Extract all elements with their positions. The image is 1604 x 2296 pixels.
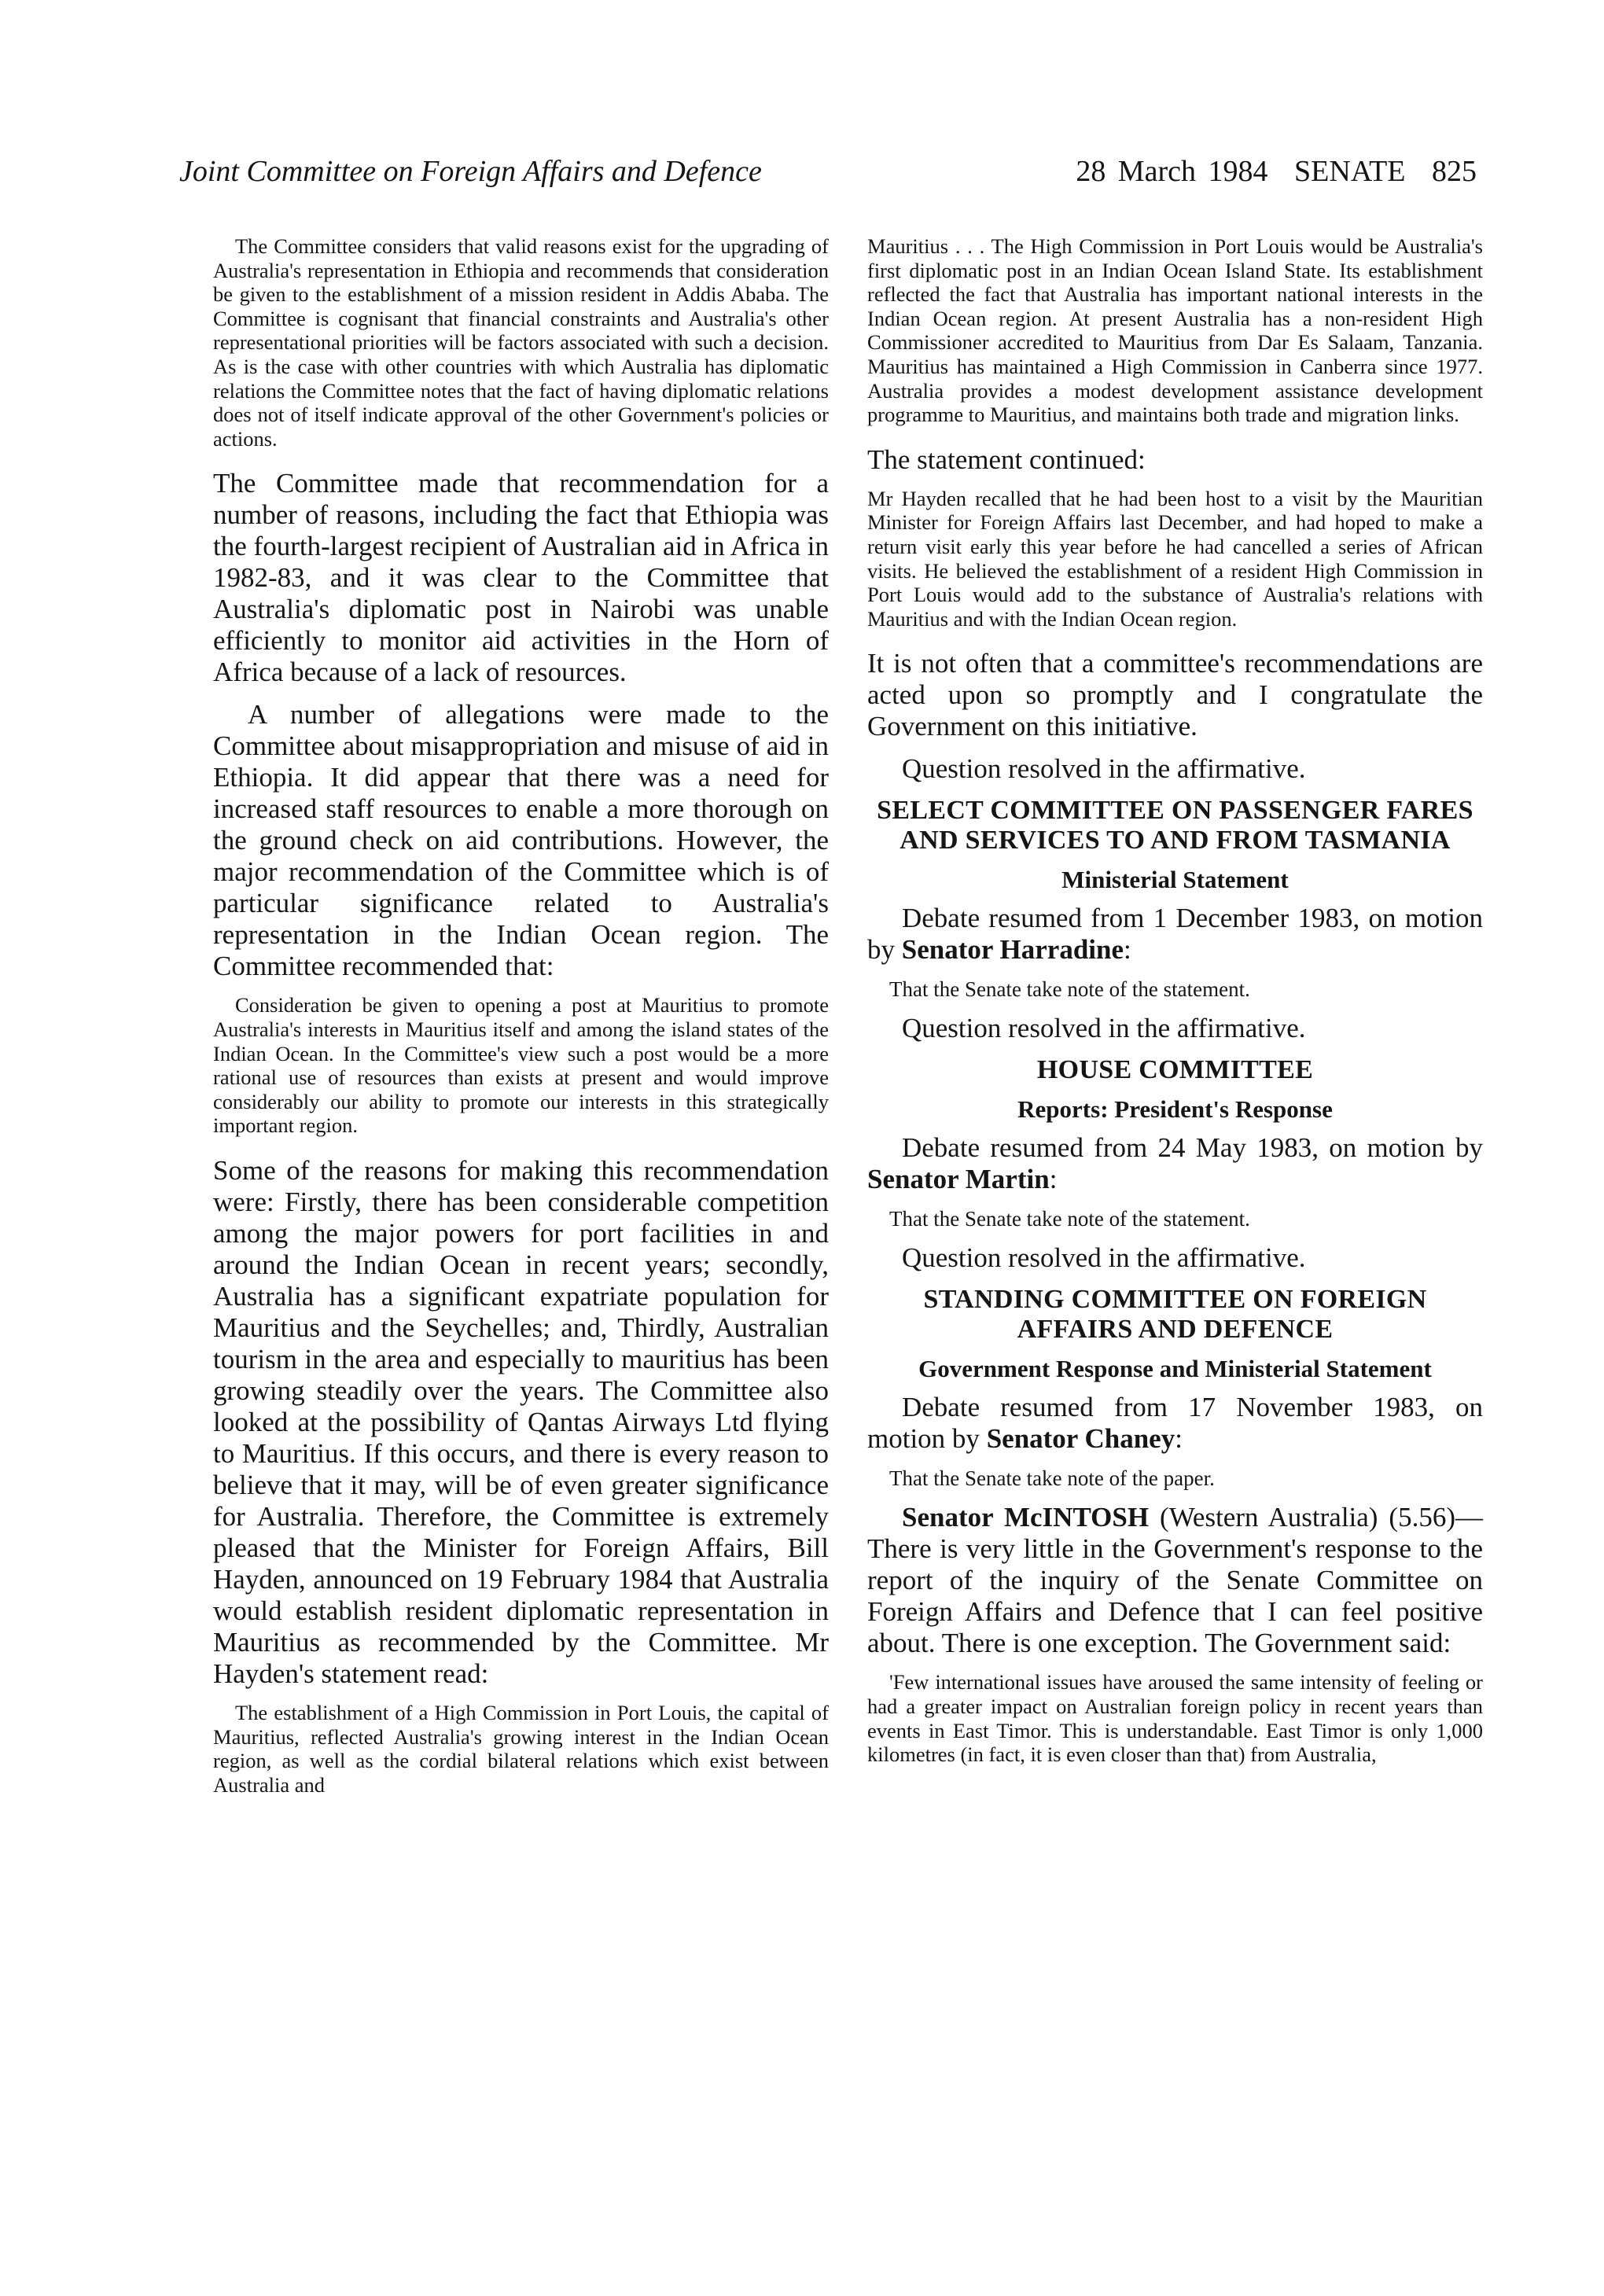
block-quote-mauritius-post: Consideration be given to opening a post at Mauritius to promote Australia's interests in Mauritius itself and among the island states of the Indian Ocean. In the Committee's view such a post would be a more rational use of resources than exists at present and would improve considerably our ability to promote our interests in this strategically important region. <box>213 993 829 1138</box>
debate-resumed <box>867 1392 1483 1455</box>
page-number: 825 <box>1432 155 1477 188</box>
question-resolved: Question resolved in the affirmative. <box>902 1013 1306 1044</box>
section-standing-committee <box>867 1285 1483 1766</box>
running-head-right <box>1076 154 1477 189</box>
paragraph-reasons-list: Some of the reasons for making this recommendation were: Firstly, there has been considerable competition among the major powers for port facilities in and around the Indian Ocean in recent years; secondly, Australia has a significant expatriate population for Mauritius and the Seychelles; and, Thirdly, Australian tourism in the area and especially to mauritius has been growing steadily over the years. The Committee also looked at the possibility of Qantas Airways Ltd flying to Mauritius. If this occurs, and there is every reason to believe that it may, will be of even greater significance for Australia. Therefore, the Committee is extremely pleased that the Minister for Foreign Affairs, Bill Hayden, announced on 19 February 1984 that Australia would establish resident diplomatic representation in Mauritius as recommended by the Committee. Mr Hayden's statement read: <box>213 1154 829 1689</box>
section-select-committee <box>867 796 1483 1044</box>
block-quote-hayden-statement: The establishment of a High Commission in Port Louis, the capital of Mauritius, reflected Australia's growing interest in the Indian Ocean region, as well as the cordial bilateral relations which exist between Australia and <box>213 1700 829 1797</box>
block-quote-hayden-recall: Mr Hayden recalled that he had been host to a visit by the Mauritian Minister for Foreign Affairs last December, and had hoped to make a return visit early this year before he had cancelled a series of African visits. He believed the establishment of a resident High Commission in Port Louis would add to the substance of Australia's relations with Mauritius and with the Indian Ocean region. <box>867 486 1483 631</box>
debate-resumed <box>867 1132 1483 1195</box>
section-house-committee <box>867 1055 1483 1274</box>
header-chamber: SENATE <box>1294 155 1406 188</box>
motion-text: That the Senate take note of the paper. <box>889 1466 1215 1491</box>
section-subheading: Ministerial Statement <box>1061 866 1289 894</box>
senator-name: Senator Martin <box>867 1164 1050 1195</box>
debate-resumed <box>867 903 1483 966</box>
section-subheading: Reports: President's Response <box>1017 1095 1333 1124</box>
paragraph-allegations: A number of allegations were made to the Committee about misappropriation and misuse of aid in Ethiopia. It did appear that there was a need for increased staff resources to enable a more thorough on the ground check on aid contributions. However, the major recommendation of the Committee which is of particular significance related to Australia's representation in the Indian Ocean region. The Committee recommended that: <box>213 699 829 982</box>
speech-text: (Western Australia) (5.56)—There is very little in the Government's response to the report of the inquiry of the Senate Committee on Foreign Affairs and Defence that I can feel positive about. There is one exception. The Government said: <box>867 1502 1483 1659</box>
question-resolved-1: Question resolved in the affirmative. <box>902 753 1306 785</box>
section-heading: STANDING COMMITTEE ON FOREIGN AFFAIRS AND DEFENCE <box>923 1285 1427 1345</box>
header-date: 28 March 1984 <box>1076 155 1268 188</box>
statement-continued-line: The statement continued: <box>867 443 1146 475</box>
senator-name: Senator Harradine <box>901 934 1124 966</box>
paragraph-recommendation-reasons: The Committee made that recommendation for a number of reasons, including the fact that Ethiopia was the fourth-largest recipient of Australian aid in Africa in 1982-83, and it was clear to the Committee that Australia's diplomatic post in Nairobi was unable efficiently to monitor aid activities in the Horn of Africa because of a lack of resources. <box>213 468 829 688</box>
debate-text: Debate resumed from 1 December 1983, on motion by <box>867 903 1483 966</box>
block-quote-ethiopia: The Committee considers that valid reasons exist for the upgrading of Australia's representation in Ethiopia and recommends that consideration be given to the establishment of a mission resident in Addis Ababa. The Committee is cognisant that financial constraints and Australia's other representational priorities will be factors associated with such a decision. As is the case with other countries with which Australia has diplomatic relations the Committee notes that the fact of having diplomatic relations does not of itself indicate approval of the other Government's policies or actions. <box>213 234 829 451</box>
debate-colon: : <box>1049 1164 1058 1195</box>
section-subheading: Government Response and Ministerial Statement <box>918 1355 1432 1383</box>
page-header <box>179 154 1477 201</box>
senator-name: Senator Chaney <box>986 1423 1175 1455</box>
right-column <box>867 234 1483 1784</box>
debate-text: Debate resumed from 17 November 1983, on motion by <box>867 1392 1483 1455</box>
motion-text: That the Senate take note of the statement. <box>889 1207 1250 1231</box>
speech-mcintosh <box>867 1502 1483 1659</box>
block-quote-hayden-continued: Mauritius . . . The High Commission in Port Louis would be Australia's first diplomatic post in an Indian Ocean Island State. Its establishment reflected the fact that Australia has important national interests in the Indian Ocean region. At present Australia has a non-resident High Commissioner accredited to Mauritius from Dar Es Salaam, Tanzania. Mauritius has maintained a High Commission in Canberra since 1977. Australia provides a modest development assistance development programme to Mauritius, and maintains both trade and migration links. <box>867 234 1483 427</box>
block-quote-east-timor: 'Few international issues have aroused the same intensity of feeling or had a greater impact on Australian foreign policy in recent years than events in East Timor. This is understandable. East Timor is only 1,000 kilometres (in fact, it is even closer than that) from Australia, <box>867 1670 1483 1767</box>
question-resolved: Question resolved in the affirmative. <box>902 1242 1306 1274</box>
running-head-committee: Joint Committee on Foreign Affairs and Defence <box>179 155 762 188</box>
debate-text: Debate resumed from 24 May 1983, on motion by <box>902 1132 1483 1164</box>
section-heading: SELECT COMMITTEE ON PASSENGER FARES AND SERVICES TO AND FROM TASMANIA <box>877 796 1473 855</box>
paragraph-congratulate: It is not often that a committee's recommendations are acted upon so promptly and I congratulate the Government on this initiative. <box>867 648 1483 742</box>
debate-colon: : <box>1124 934 1131 966</box>
speaker-name: Senator McINTOSH <box>902 1502 1150 1533</box>
section-heading: HOUSE COMMITTEE <box>1036 1055 1314 1085</box>
left-column <box>213 234 829 1814</box>
debate-colon: : <box>1175 1423 1183 1455</box>
motion-text: That the Senate take note of the statement. <box>889 977 1250 1002</box>
